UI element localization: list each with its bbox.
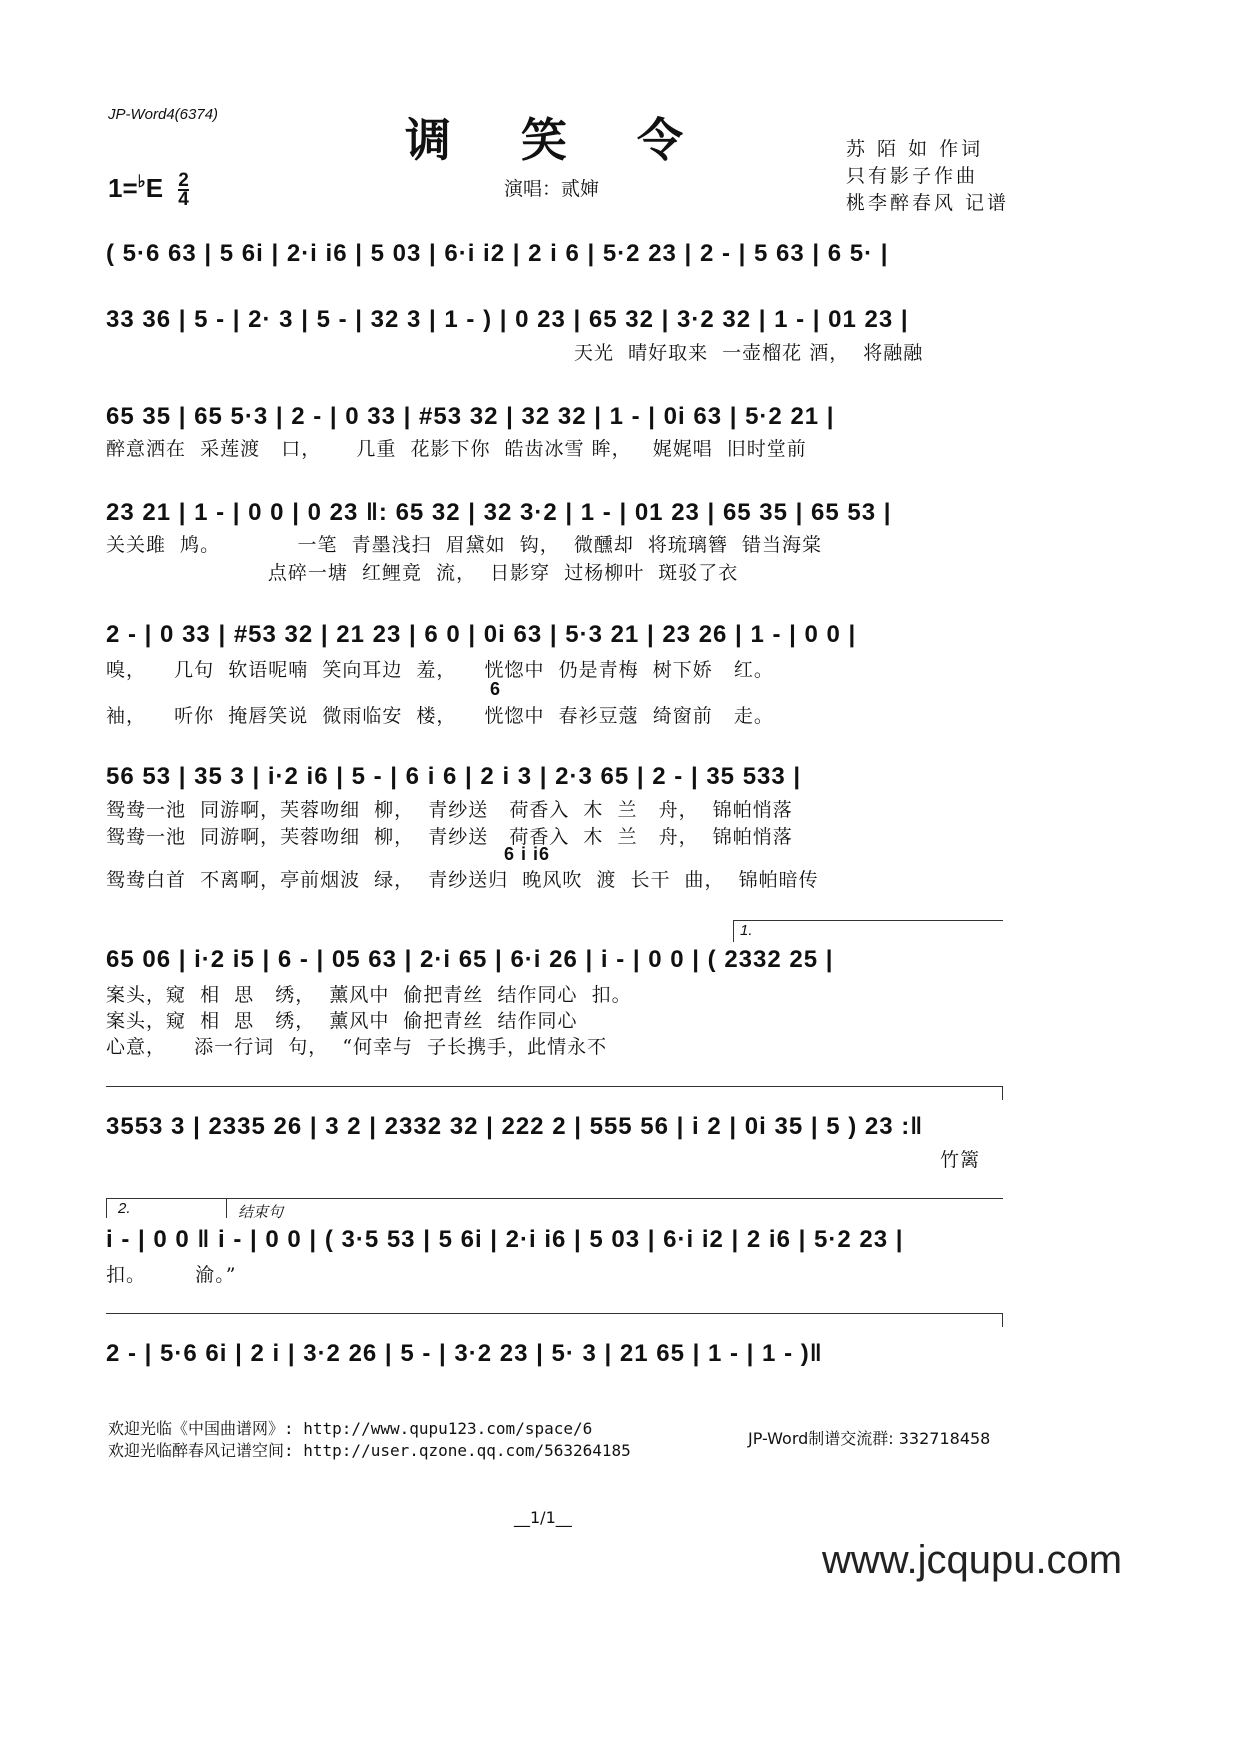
score-line-8: 3553 3 | 2335 26 | 3 2 | 2332 32 | 222 2 | 555 56 | i 2 | 0i 35 | 5 ) 23 :‖ bbox=[106, 1113, 924, 1140]
lyric-line-6a: 鸳鸯一池 同游啊，芙蓉吻细 柳， 青纱送 荷香入 木 兰 舟， 锦帕悄落 bbox=[106, 799, 793, 821]
lyric-line-6c: 鸳鸯白首 不离啊，亭前烟波 绿， 青纱送归 晚风吹 渡 长干 曲， 锦帕暗传 bbox=[106, 869, 819, 891]
composer-credit: 只有影子作曲 bbox=[846, 165, 979, 187]
footer-link-qzone[interactable]: 欢迎光临醉春风记谱空间: http://user.qzone.qq.com/563264185 bbox=[108, 1441, 631, 1460]
volta-2-left-edge bbox=[106, 1198, 107, 1218]
score-line-6: 56 53 | 35 3 | i·2 i6 | 5 - | 6 i 6 | 2 i 3 | 2·3 65 | 2 - | 35 533 | bbox=[106, 763, 802, 790]
lyric-line-5a: 嗅， 几句 软语呢喃 笑向耳边 羞， 恍惚中 仍是青梅 树下娇 红。 bbox=[106, 659, 774, 681]
alternate-notes-6i-i6: 6 i i6 bbox=[504, 844, 551, 864]
footer-link-qupu[interactable]: 欢迎光临《中国曲谱网》: http://www.qupu123.com/space/6 bbox=[108, 1419, 593, 1438]
flat-sign: ♭ bbox=[137, 172, 146, 192]
score-line-2: 33 36 | 5 - | 2· 3 | 5 - | 32 3 | 1 - ) | 0 23 | 65 32 | 3·2 32 | 1 - | 01 23 | bbox=[106, 306, 909, 333]
song-title: 调笑令 bbox=[405, 113, 753, 167]
time-signature bbox=[178, 172, 189, 208]
lyric-line-8a: 竹篱 bbox=[940, 1149, 981, 1171]
alternate-note-6: 6 bbox=[490, 679, 502, 699]
score-line-5: 2 - | 0 33 | #53 32 | 21 23 | 6 0 | 0i 63 | 5·3 21 | 23 26 | 1 - | 0 0 | bbox=[106, 621, 857, 648]
software-label: JP-Word4(6374) bbox=[108, 106, 219, 123]
singer-label: 演唱：贰婶 bbox=[504, 178, 600, 200]
lyric-line-7a: 案头，窥 相 思 绣， 薰风中 偷把青丝 结作同心 扣。 bbox=[106, 984, 632, 1006]
lyric-line-4b: 点碎一塘 红鲤竟 流， 日影穿 过杨柳叶 斑驳了衣 bbox=[106, 562, 739, 584]
volta-1-bracket bbox=[733, 920, 1003, 921]
lyric-line-5b: 袖， 听你 掩唇笑说 微雨临安 楼， 恍惚中 春衫豆蔻 绮窗前 走。 bbox=[106, 705, 774, 727]
score-line-3: 65 35 | 65 5·3 | 2 - | 0 33 | #53 32 | 32 32 | 1 - | 0i 63 | 5·2 21 | bbox=[106, 403, 835, 430]
score-line-10: 2 - | 5·6 6i | 2 i | 3·2 26 | 5 - | 3·2 23 | 5· 3 | 21 65 | 1 - | 1 - )‖ bbox=[106, 1340, 823, 1367]
lyric-line-9a: 扣。 渝。” bbox=[106, 1264, 237, 1286]
key-note: E bbox=[145, 172, 164, 203]
ending-bracket-left-edge bbox=[226, 1198, 227, 1218]
watermark-site: www.jcqupu.com bbox=[822, 1538, 1123, 1582]
lyric-line-3a: 醉意洒在 采莲渡 口， 几重 花影下你 皓齿冰雪 眸， 娓娓唱 旧时堂前 bbox=[106, 438, 807, 460]
volta-1-left-edge bbox=[733, 920, 734, 942]
credits-block bbox=[846, 136, 1009, 217]
ending-phrase-label: 结束句 bbox=[238, 1203, 284, 1221]
page-number: __1/1__ bbox=[514, 1508, 572, 1527]
score-line-7: 65 06 | i·2 i5 | 6 - | 05 63 | 2·i 65 | 6·i 26 | i - | 0 0 | ( 2332 25 | bbox=[106, 946, 834, 973]
score-line-1: ( 5·6 63 | 5 6i | 2·i i6 | 5 03 | 6·i i2 | 2 i 6 | 5·2 23 | 2 - | 5 63 | 6 5· | bbox=[106, 240, 889, 267]
phrase-bracket-line-10-end bbox=[1002, 1313, 1003, 1327]
volta-2-label: 2. bbox=[118, 1200, 131, 1217]
time-sig-top: 2 bbox=[178, 170, 189, 191]
score-line-9: i - | 0 0 ‖ i - | 0 0 | ( 3·5 53 | 5 6i | 2·i i6 | 5 03 | 6·i i2 | 2 i6 | 5·2 23 | bbox=[106, 1226, 904, 1253]
volta-2-bracket bbox=[106, 1198, 1003, 1199]
phrase-bracket-line-8 bbox=[106, 1086, 1003, 1087]
lyric-line-7c: 心意， 添一行词 句， “何幸与 子长携手，此情永不 bbox=[106, 1036, 608, 1058]
phrase-bracket-line-8-end bbox=[1002, 1086, 1003, 1100]
score-line-4: 23 21 | 1 - | 0 0 | 0 23 ‖: 65 32 | 32 3·2 | 1 - | 01 23 | 65 35 | 65 53 | bbox=[106, 499, 892, 526]
footer-qq-group: JP-Word制谱交流群: 332718458 bbox=[748, 1429, 991, 1448]
lyric-line-6b: 鸳鸯一池 同游啊，芙蓉吻细 柳， 青纱送 荷香入 木 兰 舟， 锦帕悄落 bbox=[106, 826, 793, 848]
time-sig-bottom: 4 bbox=[178, 189, 189, 210]
key-prefix: 1= bbox=[108, 172, 138, 203]
lyric-line-7b: 案头，窥 相 思 绣， 薰风中 偷把青丝 结作同心 bbox=[106, 1010, 578, 1032]
lyricist-credit: 苏 陌 如 作词 bbox=[846, 138, 984, 160]
transcriber-credit: 桃李醉春风 记谱 bbox=[846, 192, 1010, 214]
lyric-line-2a: 天光 晴好取来 一壶榴花 酒， 将融融 bbox=[574, 342, 924, 364]
lyric-line-4a: 关关雎 鸠。 一笔 青墨浅扫 眉黛如 钩， 微醺却 将琉璃簪 错当海棠 bbox=[106, 534, 822, 556]
phrase-bracket-line-10 bbox=[106, 1313, 1003, 1314]
volta-1-label: 1. bbox=[740, 922, 753, 939]
key-signature bbox=[108, 172, 189, 208]
